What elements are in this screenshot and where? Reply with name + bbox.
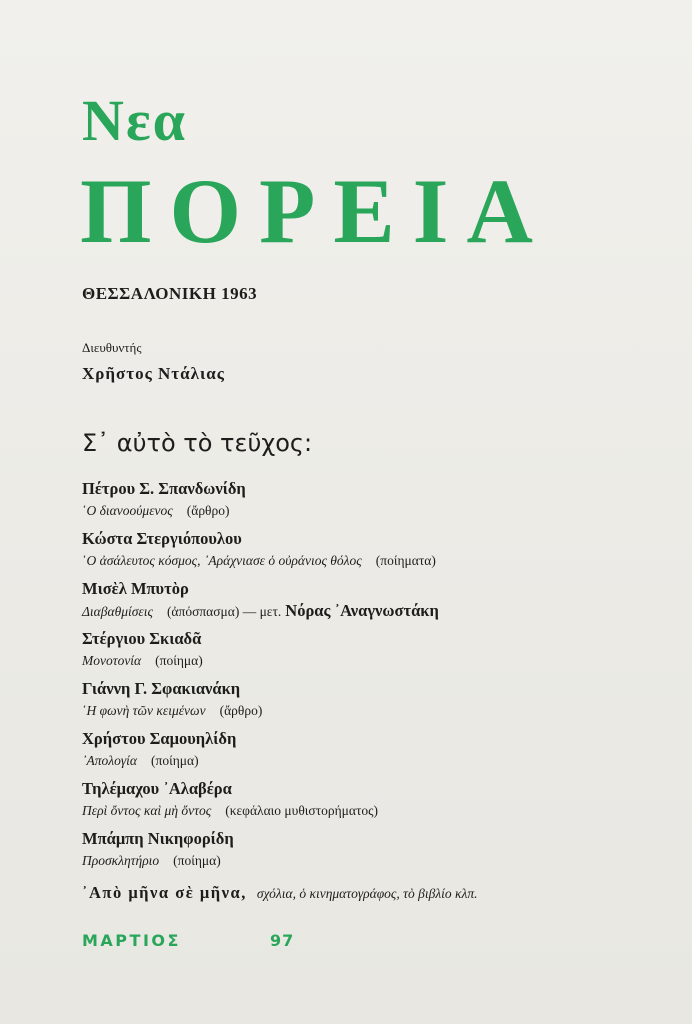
entry-work-title: ῾Ο διανοούμενος xyxy=(82,503,173,518)
entry-work-line xyxy=(82,551,682,578)
entry-note: (ποίημα) xyxy=(155,653,203,668)
entry-translator: Νόρας ᾽Αναγνωστάκη xyxy=(285,601,439,620)
entry-work-title: Περὶ ὄντος καὶ μὴ ὄντος xyxy=(82,803,212,818)
director-label: Διευθυντής xyxy=(82,340,142,355)
contents-entry xyxy=(82,528,682,578)
entry-work-line xyxy=(82,701,682,728)
entry-note: (κεφάλαιο μυθιστορήματος) xyxy=(225,803,379,818)
entry-author: Τηλέμαχου ᾽Αλαβέρα xyxy=(82,779,232,798)
entry-author: Στέργιου Σκιαδᾶ xyxy=(82,629,202,648)
table-of-contents xyxy=(82,478,682,878)
entry-work-line xyxy=(82,801,682,828)
contents-entry xyxy=(82,628,682,678)
contents-entry xyxy=(82,578,682,628)
entry-author: Μισὲλ Μπυτὸρ xyxy=(82,579,189,598)
contents-entry xyxy=(82,778,682,828)
entry-work-title: ᾽Απολογία xyxy=(82,753,138,768)
entry-work-title: Προσκλητήριο xyxy=(82,853,160,868)
magazine-title-prefix: Νεα xyxy=(82,88,188,153)
contents-entry xyxy=(82,478,682,528)
entry-work-title: Διαβαθμίσεις xyxy=(82,604,153,619)
issue-number: 97 xyxy=(270,931,295,950)
director-name: Χρῆστος Ντάλιας xyxy=(82,364,225,383)
contents-entry xyxy=(82,728,682,778)
magazine-title: ΠΟΡΕΙΑ xyxy=(80,160,551,262)
column-title: ᾽Απὸ μῆνα σὲ μῆνα, xyxy=(82,883,247,902)
column-topics: σχόλια, ὁ κινηματογράφος, τὸ βιβλίο κλπ. xyxy=(256,886,478,901)
entry-work-line xyxy=(82,601,682,628)
regular-column-line xyxy=(82,883,478,903)
entry-work-line xyxy=(82,851,682,878)
entry-author: Μπάμπη Νικηφορίδη xyxy=(82,829,234,848)
entry-note: (ποίηματα) xyxy=(375,553,436,568)
entry-work-line xyxy=(82,651,682,678)
entry-work-title: ῾Ο ἀσάλευτος κόσμος, ᾽Αράχνιασε ὁ οὐράνιος θόλος xyxy=(82,553,362,568)
entry-author: Πέτρου Σ. Σπανδωνίδη xyxy=(82,479,246,498)
entry-note: (ἄρθρο) xyxy=(186,503,230,518)
entry-note: (ποίημα) xyxy=(173,853,221,868)
issue-month: ΜΑΡΤΙΟΣ xyxy=(82,931,181,950)
entry-author: Χρήστου Σαμουηλίδη xyxy=(82,729,237,748)
contents-entry xyxy=(82,678,682,728)
issue-contents-heading: Σ᾽ αὐτὸ τὸ τεῦχος: xyxy=(82,429,313,457)
entry-work-line xyxy=(82,501,682,528)
city-year: ΘΕΣΣΑΛΟΝΙΚΗ 1963 xyxy=(82,284,258,303)
entry-author: Γιάννη Γ. Σφακιανάκη xyxy=(82,679,241,698)
entry-note: (ποίημα) xyxy=(151,753,199,768)
entry-note: (ἀπόσπασμα) — μετ. xyxy=(166,604,282,619)
entry-work-title: Μονοτονία xyxy=(82,653,142,668)
entry-work-line xyxy=(82,751,682,778)
contents-entry xyxy=(82,828,682,878)
entry-work-title: ῾Η φωνὴ τῶν κειμένων xyxy=(82,703,206,718)
entry-author: Κώστα Στεργιόπουλου xyxy=(82,529,242,548)
entry-note: (ἄρθρο) xyxy=(219,703,263,718)
